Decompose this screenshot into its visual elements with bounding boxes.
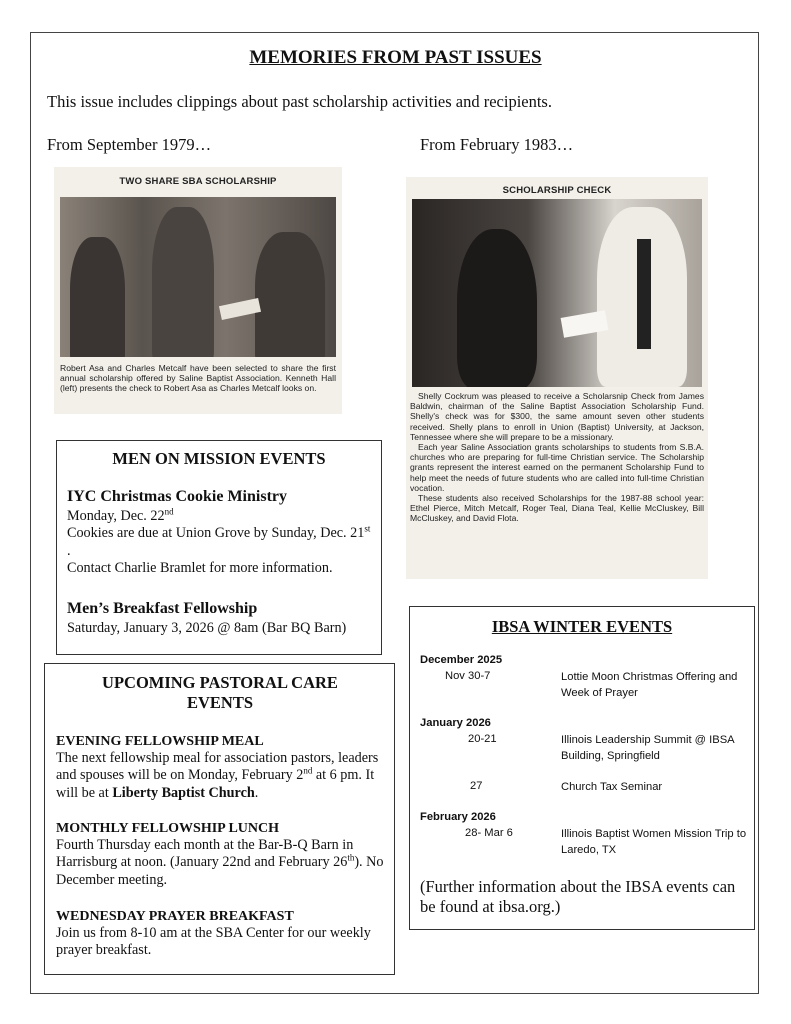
event-description: Lottie Moon Christmas Offering and Week of Prayer xyxy=(561,671,738,699)
event-date: 20-21 xyxy=(468,733,497,745)
box-title: UPCOMING PASTORAL CARE EVENTS xyxy=(102,673,338,712)
event-text: Fourth Thursday each month at the Bar-B-Q Barn in Harrisburg at noon. (January 22nd and February 26th). No December meeting. xyxy=(56,837,384,888)
pastoral-care-box xyxy=(44,663,395,975)
event-mens-breakfast xyxy=(67,598,379,637)
clipping-headline: TWO SHARE SBA SCHOLARSHIP xyxy=(119,176,277,187)
clipping-paragraph: Shelly Cockrum was pleased to receive a Scholarsnip Check from James Baldwin, chairman of the Saline Baptist Association Scholarship Fund. Shelly's check was for $300, the same amount seven other students received. Shelly plans to enroll in Union (Baptist) University, at Jackson, Tennessee where she will prepare to be a missionary. xyxy=(410,391,704,442)
event-date: Monday, Dec. 22nd xyxy=(67,506,174,524)
clipping-caption xyxy=(410,391,704,524)
box-title: MEN ON MISSION EVENTS xyxy=(112,449,326,468)
event-name: WEDNESDAY PRAYER BREAKFAST xyxy=(56,909,294,924)
event-date: Saturday, January 3, 2026 @ 8am (Bar BQ Barn) xyxy=(67,620,347,636)
month-heading: January 2026 xyxy=(420,717,491,729)
month-heading: February 2026 xyxy=(420,811,496,823)
event-date: 28- Mar 6 xyxy=(465,827,513,839)
clipping-1979-label: From September 1979… xyxy=(47,135,212,154)
event-name: IYC Christmas Cookie Ministry xyxy=(67,488,287,505)
clipping-photo xyxy=(60,197,336,357)
ibsa-winter-events-box xyxy=(409,606,755,930)
page-title: MEMORIES FROM PAST ISSUES xyxy=(249,47,542,68)
event-name: EVENING FELLOWSHIP MEAL xyxy=(56,734,264,749)
clipping-paragraph: Each year Saline Association grants scholarships to students from S.B.A. churches who are preparing for full-time Christian service. The Scholarship grants represent the interest earned on the permanent Scholarship Fund to help meet the needs of future students who are called into full-time Christian vocation. xyxy=(410,442,704,493)
ibsa-note: (Further information about the IBSA events can be found at ibsa.org.) xyxy=(420,877,736,916)
event-fellowship-meal xyxy=(56,733,390,802)
event-text: Join us from 8-10 am at the SBA Center for our weekly prayer breakfast. xyxy=(56,925,371,959)
month-heading: December 2025 xyxy=(420,654,503,666)
event-date: Nov 30-7 xyxy=(445,670,491,682)
men-on-mission-box xyxy=(56,440,382,655)
clipping-headline: SCHOLARSHIP CHECK xyxy=(502,185,612,196)
event-contact: Contact Charlie Bramlet for more information. xyxy=(67,560,333,577)
clipping-paragraph: These students also received Scholarships for the 1987-88 school year: Ethel Pierce, Mitch Metcalf, Roger Teal, Diana Teal, Kellie McCluskey, Bill McCluskey, and David Flota. xyxy=(410,493,704,524)
clipping-1979 xyxy=(54,167,342,414)
event-description: Illinois Baptist Women Mission Trip to Laredo, TX xyxy=(561,828,747,856)
event-description: Illinois Leadership Summit @ IBSA Building, Springfield xyxy=(561,734,735,762)
event-cookie-ministry xyxy=(67,486,377,578)
clipping-1983 xyxy=(406,177,708,579)
event-name: MONTHLY FELLOWSHIP LUNCH xyxy=(56,821,280,836)
clipping-photo xyxy=(412,199,702,387)
clipping-caption: Robert Asa and Charles Metcalf have been selected to share the first annual scholarship offered by Saline Baptist Association. Kenneth Hall (left) presents the check to Robert Asa as Charles Metcalf looks on. xyxy=(60,363,336,394)
event-date: 27 xyxy=(470,780,483,792)
event-place: Liberty Baptist Church xyxy=(112,784,255,801)
event-prayer-breakfast xyxy=(56,908,390,960)
event-fellowship-lunch xyxy=(56,820,390,889)
clipping-1983-label: From February 1983… xyxy=(420,135,574,154)
intro-text: This issue includes clippings about past scholarship activities and recipients. xyxy=(47,92,552,111)
box-title: IBSA WINTER EVENTS xyxy=(491,617,673,636)
event-description: Church Tax Seminar xyxy=(561,781,663,793)
event-due: Cookies are due at Union Grove by Sunday, Dec. 21st . xyxy=(67,523,371,559)
event-text: The next fellowship meal for association pastors, leaders and spouses will be on Monday, February 2nd at 6 pm. It will be at Liberty Baptist Church. xyxy=(56,750,379,801)
event-name: Men’s Breakfast Fellowship xyxy=(67,600,258,617)
